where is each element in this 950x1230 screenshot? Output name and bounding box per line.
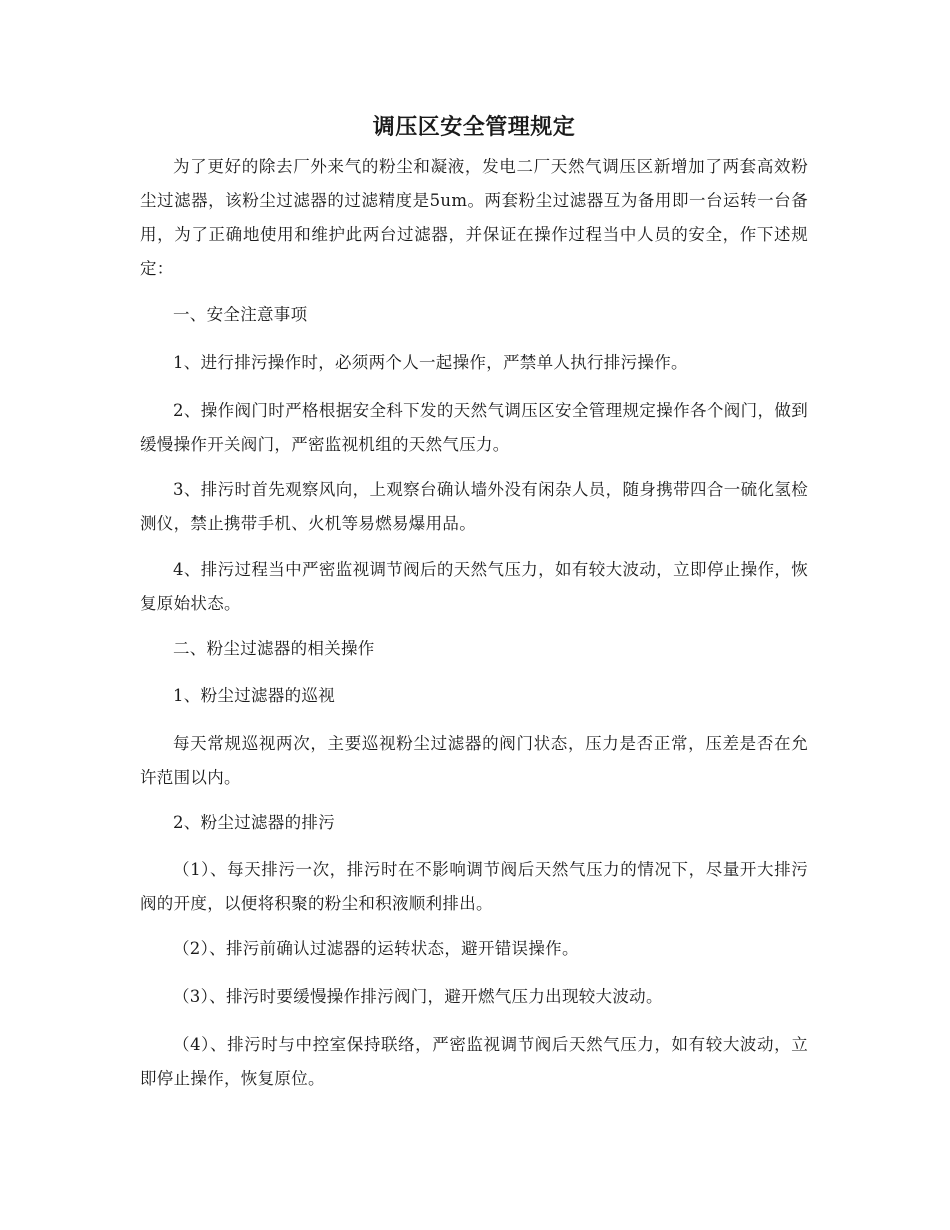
section2-sub2-item-4: （4）、排污时与中控室保持联络，严密监视调节阀后天然气压力，如有较大波动，立即停止操作，恢复原位。	[140, 1035, 808, 1088]
section2-sub2-heading: 2、粉尘过滤器的排污	[173, 813, 335, 832]
section2-heading: 二、粉尘过滤器的相关操作	[173, 639, 375, 658]
section2-sub1-text: 每天常规巡视两次，主要巡视粉尘过滤器的阀门状态，压力是否正常，压差是否在允许范围以内。	[140, 734, 808, 787]
section1-item-3: 3、排污时首先观察风向，上观察台确认墙外没有闲杂人员，随身携带四合一硫化氢检测仪，禁止携带手机、火机等易燃易爆用品。	[140, 480, 808, 533]
section2-sub2-item-2: （2）、排污前确认过滤器的运转状态，避开错误操作。	[173, 939, 579, 958]
intro-paragraph: 为了更好的除去厂外来气的粉尘和凝液，发电二厂天然气调压区新增加了两套高效粉尘过滤器，该粉尘过滤器的过滤精度是5um。两套粉尘过滤器互为备用即一台运转一台备用，为了正确地使用和维护此两台过滤器，并保证在操作过程当中人员的安全，作下述规定：	[140, 157, 808, 278]
section1-item-2: 2、操作阀门时严格根据安全科下发的天然气调压区安全管理规定操作各个阀门，做到缓慢操作开关阀门，严密监视机组的天然气压力。	[140, 401, 808, 454]
section2-sub2-item-3: （3）、排污时要缓慢操作排污阀门，避开燃气压力出现较大波动。	[173, 987, 663, 1006]
section1-heading: 一、安全注意事项	[173, 305, 308, 324]
section2-sub2-item-1: （1）、每天排污一次，排污时在不影响调节阀后天然气压力的情况下，尽量开大排污阀的开度，以便将积聚的粉尘和积液顺利排出。	[140, 860, 808, 913]
section2-sub1-heading: 1、粉尘过滤器的巡视	[173, 686, 335, 705]
document-title: 调压区安全管理规定	[372, 114, 576, 140]
section1-item-1: 1、进行排污操作时，必须两个人一起操作，严禁单人执行排污操作。	[173, 353, 688, 372]
section1-item-4: 4、排污过程当中严密监视调节阀后的天然气压力，如有较大波动，立即停止操作，恢复原始状态。	[140, 560, 808, 613]
